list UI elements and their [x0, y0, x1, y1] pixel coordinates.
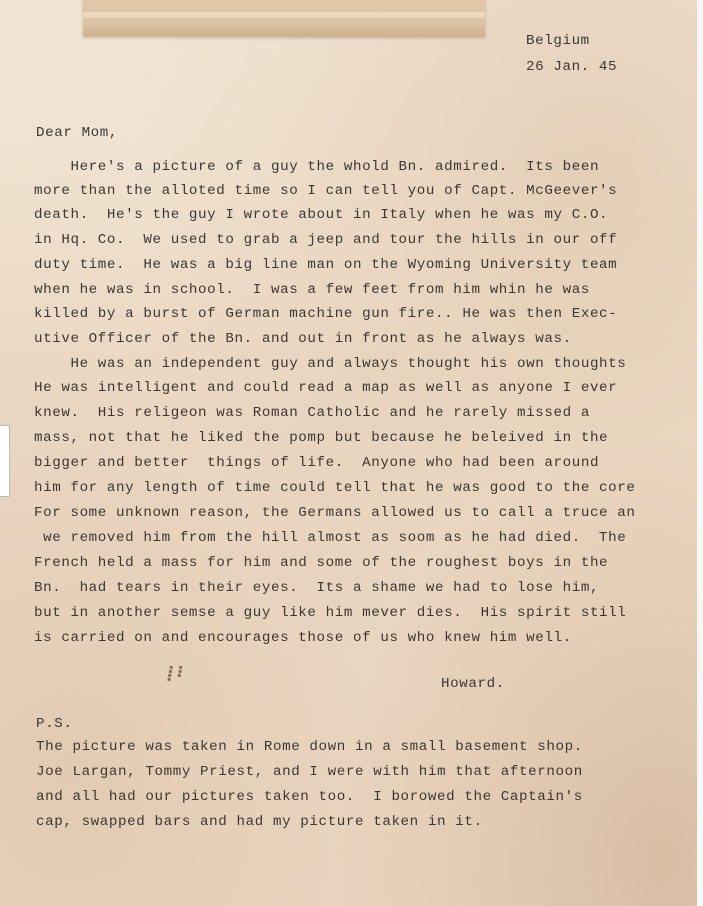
body-line: we removed him from the hill almost as soom as he had died. The — [34, 530, 627, 546]
body-line: knew. His religeon was Roman Catholic and he rarely missed a — [34, 405, 590, 421]
tape-strip — [83, 0, 485, 36]
body-line: Bn. had tears in their eyes. Its a shame we had to lose him, — [34, 580, 600, 596]
postscript-line: cap, swapped bars and had my picture taken in it. — [36, 814, 483, 830]
letter-date: 26 Jan. 45 — [526, 59, 618, 75]
edge-tab — [0, 425, 10, 497]
body-line: more than the alloted time so I can tell you of Capt. McGeever's — [34, 183, 618, 199]
postscript-line: The picture was taken in Rome down in a small basement shop. — [36, 739, 583, 755]
body-line: He was intelligent and could read a map as well as anyone I ever — [34, 380, 618, 396]
body-line: death. He's the guy I wrote about in Italy when he was my C.O. — [34, 207, 609, 223]
postscript-line: and all had our pictures taken too. I borowed the Captain's — [36, 789, 583, 805]
body-line: but in another semse a guy like him mever dies. His spirit still — [34, 605, 627, 621]
body-line: him for any length of time could tell that he was good to the core — [34, 480, 636, 496]
salutation: Dear Mom, — [36, 125, 119, 141]
body-line: mass, not that he liked the pomp but because he beleived in the — [34, 430, 609, 446]
body-line: in Hq. Co. We used to grab a jeep and tour the hills in our off — [34, 232, 618, 248]
body-line: is carried on and encourages those of us who knew him well. — [34, 630, 572, 646]
body-line: utive Officer of the Bn. and out in front as he always was. — [34, 331, 572, 347]
postscript-line: Joe Largan, Tommy Priest, and I were with him that afternoon — [36, 764, 583, 780]
body-line: Here's a picture of a guy the whold Bn. admired. Its been — [34, 159, 600, 175]
body-line: duty time. He was a big line man on the Wyoming University team — [34, 257, 618, 273]
archive-stamp: ▪▪▪▪ ▪▪▪ — [165, 664, 185, 683]
letter-place: Belgium — [526, 33, 590, 49]
body-line: French held a mass for him and some of the roughest boys in the — [34, 555, 609, 571]
body-line: killed by a burst of German machine gun fire.. He was then Exec- — [34, 306, 618, 322]
page-edge — [697, 0, 703, 906]
postscript-label: P.S. — [36, 716, 73, 732]
signature: Howard. — [441, 676, 505, 692]
body-line: For some unknown reason, the Germans allowed us to call a truce an — [34, 505, 636, 521]
body-line: when he was in school. I was a few feet from him whin he was — [34, 282, 590, 298]
body-line: He was an independent guy and always thought his own thoughts — [34, 356, 627, 372]
body-line: bigger and better things of life. Anyone who had been around — [34, 455, 600, 471]
